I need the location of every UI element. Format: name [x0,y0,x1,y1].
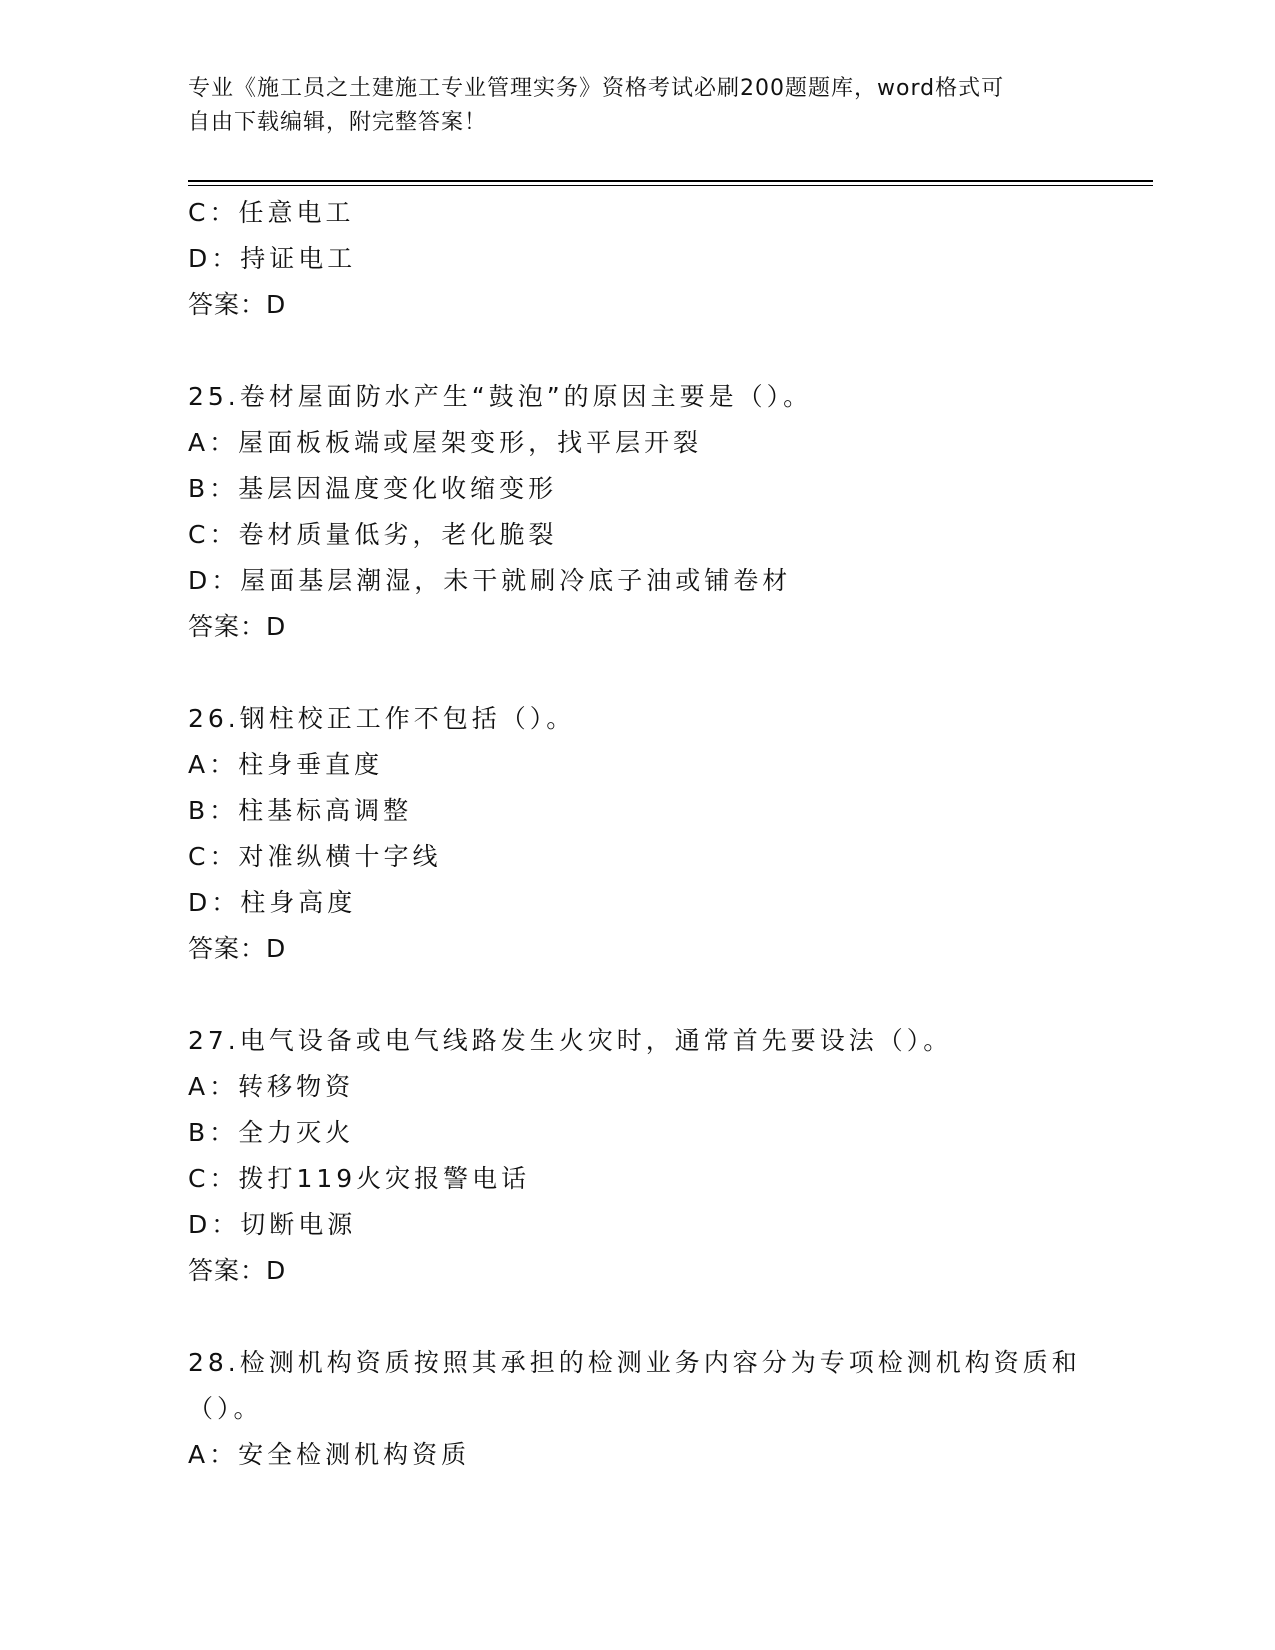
option-b: B：基层因温度变化收缩变形 [188,474,558,503]
option-c: C：卷材质量低劣，老化脆裂 [188,520,558,549]
answer-line: 答案：D [188,934,287,963]
option-b: B：全力灭火 [188,1118,355,1147]
question-block-27 [188,1018,1088,1294]
question-stem: 25.卷材屋面防水产生“鼓泡”的原因主要是（）。 [188,382,813,411]
question-block-24 [188,190,1088,328]
option-a: A：屋面板板端或屋架变形，找平层开裂 [188,428,703,457]
answer-line: 答案：D [188,290,287,319]
option-d: D：持证电工 [188,244,357,273]
answer-line: 答案：D [188,1256,287,1285]
question-block-26 [188,696,1088,972]
question-block-25 [188,374,1088,650]
question-stem-line-1: 28.检测机构资质按照其承担的检测业务内容分为专项检测机构资质和 [188,1348,1081,1377]
option-c: C：任意电工 [188,198,355,227]
option-d: D：屋面基层潮湿，未干就刷冷底子油或铺卷材 [188,566,792,595]
spacer [188,650,1088,696]
document-header [188,72,1088,140]
header-line-1: 专业《施工员之土建施工专业管理实务》资格考试必刷200题题库，word格式可 [188,76,1005,101]
option-c: C：拨打119火灾报警电话 [188,1164,531,1193]
spacer [188,972,1088,1018]
option-b: B：柱基标高调整 [188,796,413,825]
option-c: C：对准纵横十字线 [188,842,442,871]
answer-line: 答案：D [188,612,287,641]
option-a: A：安全检测机构资质 [188,1440,471,1469]
question-stem: 26.钢柱校正工作不包括（）。 [188,704,576,733]
option-a: A：转移物资 [188,1072,355,1101]
option-d: D：切断电源 [188,1210,357,1239]
option-d: D：柱身高度 [188,888,357,917]
question-block-28 [188,1340,1088,1478]
header-rule-thin [188,185,1153,186]
question-list [188,190,1088,1478]
option-a: A：柱身垂直度 [188,750,384,779]
header-line-2: 自由下载编辑，附完整答案！ [188,110,488,135]
question-stem: 27.电气设备或电气线路发生火灾时，通常首先要设法（）。 [188,1026,953,1055]
spacer [188,1294,1088,1340]
header-rule-thick [188,180,1153,182]
spacer [188,328,1088,374]
question-stem-line-2: （）。 [188,1394,263,1423]
